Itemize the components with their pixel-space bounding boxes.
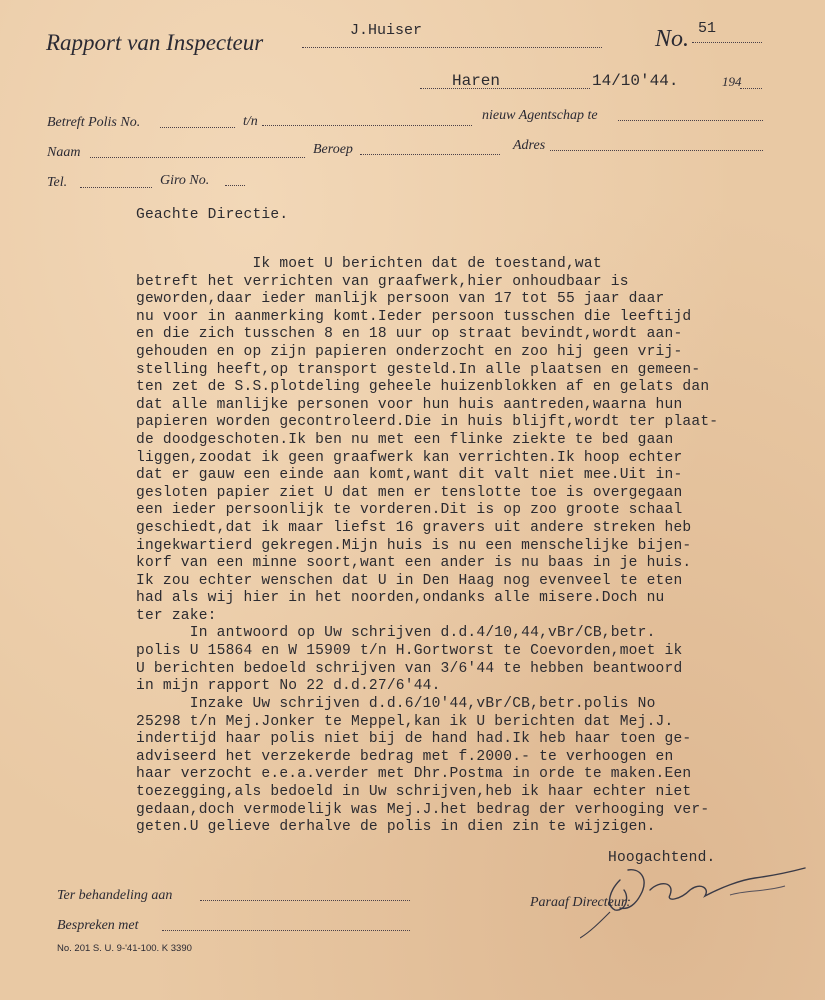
letter-body-line: korf van een minne soort,want een ander is nu baas in je huis. xyxy=(136,555,692,572)
report-number-line xyxy=(692,42,762,43)
letter-body-2-line: gedaan,doch vermodelijk was Mej.J.het bedrag der verhooging ver- xyxy=(136,801,710,818)
tel-label: Tel. xyxy=(47,175,68,190)
letter-body-line: liggen,zoodat ik geen graafwerk kan verrichten.Ik hoop echter xyxy=(136,449,683,466)
letter-body-line: ter zake: xyxy=(136,607,217,624)
letter-body-line: had als wij hier in het noorden,ondanks alle misere.Doch nu xyxy=(136,590,665,607)
letter-body-line: en die zich tusschen 8 en 18 uur op straat bevindt,wordt aan- xyxy=(136,326,683,343)
bespreken-label: Bespreken met xyxy=(57,918,139,933)
inspector-name: J.Huiser xyxy=(350,22,423,39)
date: 14/10'44. xyxy=(592,72,679,90)
letter-body-line: papieren worden gecontroleerd.Die in huis blijft,wordt ter plaat- xyxy=(136,414,719,431)
year-line xyxy=(740,88,762,89)
salutation: Geachte Directie. xyxy=(136,207,289,223)
nieuw-agentschap-field[interactable] xyxy=(618,120,763,121)
adres-field[interactable] xyxy=(550,150,763,151)
letter-body-line: dat alle manlijke personen voor hun huis aantreden,waarna hun xyxy=(136,396,683,413)
giro-label: Giro No. xyxy=(160,173,210,188)
letter-body-line: ten zet de S.S.plotdeling geheele huizenblokken af en gelats dan xyxy=(136,379,710,396)
place-line xyxy=(420,88,590,89)
letter-body-2 xyxy=(136,696,709,837)
report-number-label: No. xyxy=(655,26,690,52)
adres-label: Adres xyxy=(513,138,546,153)
letter-body-line: gesloten papier ziet U dat men er tenslotte toe is overgegaan xyxy=(136,484,683,501)
letter-body-line: betreft het verrichten van graafwerk,hier onhoudbaar is xyxy=(136,273,629,290)
letter-body-line: Ik moet U berichten dat de toestand,wat xyxy=(136,256,602,272)
report-number: 51 xyxy=(698,20,717,37)
letter-body-2-line: geten.U gelieve derhalve de polis in dien zin te wijzigen. xyxy=(136,819,656,836)
letter-body xyxy=(136,256,718,696)
letter-body-line: gehouden en op zijn papieren onderzocht en zoo hij geen vrij- xyxy=(136,343,683,360)
letter-body-2-line: adviseerd het verzekerde bedrag met f.2000.- te verhoogen en xyxy=(136,748,674,765)
naam-field[interactable] xyxy=(90,157,305,158)
year-prefix: 194 xyxy=(722,74,742,89)
form-code: No. 201 S. U. 9-'41-100. K 3390 xyxy=(57,943,192,954)
tn-label: t/n xyxy=(243,114,258,129)
place: Haren xyxy=(452,72,501,90)
closing: Hoogachtend. xyxy=(608,850,716,866)
beroep-label: Beroep xyxy=(313,142,353,157)
naam-label: Naam xyxy=(47,145,81,160)
letter-body-line: de doodgeschoten.Ik ben nu met een flinke ziekte te bed gaan xyxy=(136,431,674,448)
letter-body-2-line: 25298 t/n Mej.Jonker te Meppel,kan ik U berichten dat Mej.J. xyxy=(136,713,674,730)
form-title: Rapport van Inspecteur xyxy=(46,30,264,55)
letter-body-line: U berichten bedoeld schrijven van 3/6'44 te hebben beantwoord xyxy=(136,660,683,677)
beroep-field[interactable] xyxy=(360,154,500,155)
betreft-polis-field[interactable] xyxy=(160,127,235,128)
letter-body-line: nu voor in aanmerking komt.Ieder persoon tusschen die leeftijd xyxy=(136,308,692,325)
tn-field[interactable] xyxy=(262,125,472,126)
letter-body-line: een ieder persoonlijk te vorderen.Dit is op zoo groote schaal xyxy=(136,502,683,519)
inspector-line xyxy=(302,47,602,48)
letter-body-line: stelling heeft,op transport gesteld.In alle plaatsen en gemeen- xyxy=(136,361,701,378)
letter-body-2-line: haar verzocht e.e.a.verder met Dhr.Postma in orde te maken.Een xyxy=(136,766,692,783)
letter-body-2-line: toezegging,als bedoeld in Uw schrijven,heb ik haar echter niet xyxy=(136,783,692,800)
giro-field[interactable] xyxy=(225,185,245,186)
tel-field[interactable] xyxy=(80,187,152,188)
letter-body-line: dat er gauw een einde aan komt,want dit valt niet mee.Uit in- xyxy=(136,467,683,484)
letter-body-line: ingekwartierd gekregen.Mijn huis is nu een menschelijke bijen- xyxy=(136,537,692,554)
letter-body-line: Ik zou echter wenschen dat U in Den Haag nog evenveel te eten xyxy=(136,572,683,589)
letter-body-line: geschiedt,dat ik maar liefst 16 gravers uit andere streken heb xyxy=(136,519,692,536)
letter-body-2-line: Inzake Uw schrijven d.d.6/10'44,vBr/CB,betr.polis No xyxy=(136,696,656,712)
letter-body-line: in mijn rapport No 22 d.d.27/6'44. xyxy=(136,678,441,695)
bespreken-field[interactable] xyxy=(162,930,410,931)
ter-behandeling-field[interactable] xyxy=(200,900,410,901)
letter-body-line: polis U 15864 en W 15909 t/n H.Gortworst te Coevorden,moet ik xyxy=(136,643,683,660)
paraaf-label: Paraaf Directeur: xyxy=(530,895,631,910)
nieuw-agentschap-label: nieuw Agentschap te xyxy=(482,108,598,123)
letter-body-line: geworden,daar ieder manlijk persoon van 17 tot 55 jaar daar xyxy=(136,291,665,308)
letter-body-line: In antwoord op Uw schrijven d.d.4/10,44,vBr/CB,betr. xyxy=(136,625,656,642)
ter-behandeling-label: Ter behandeling aan xyxy=(57,888,173,903)
letter-body-2-line: indertijd haar polis niet bij de hand had.Ik heb haar toen ge- xyxy=(136,731,692,748)
betreft-polis-label: Betreft Polis No. xyxy=(47,115,141,130)
